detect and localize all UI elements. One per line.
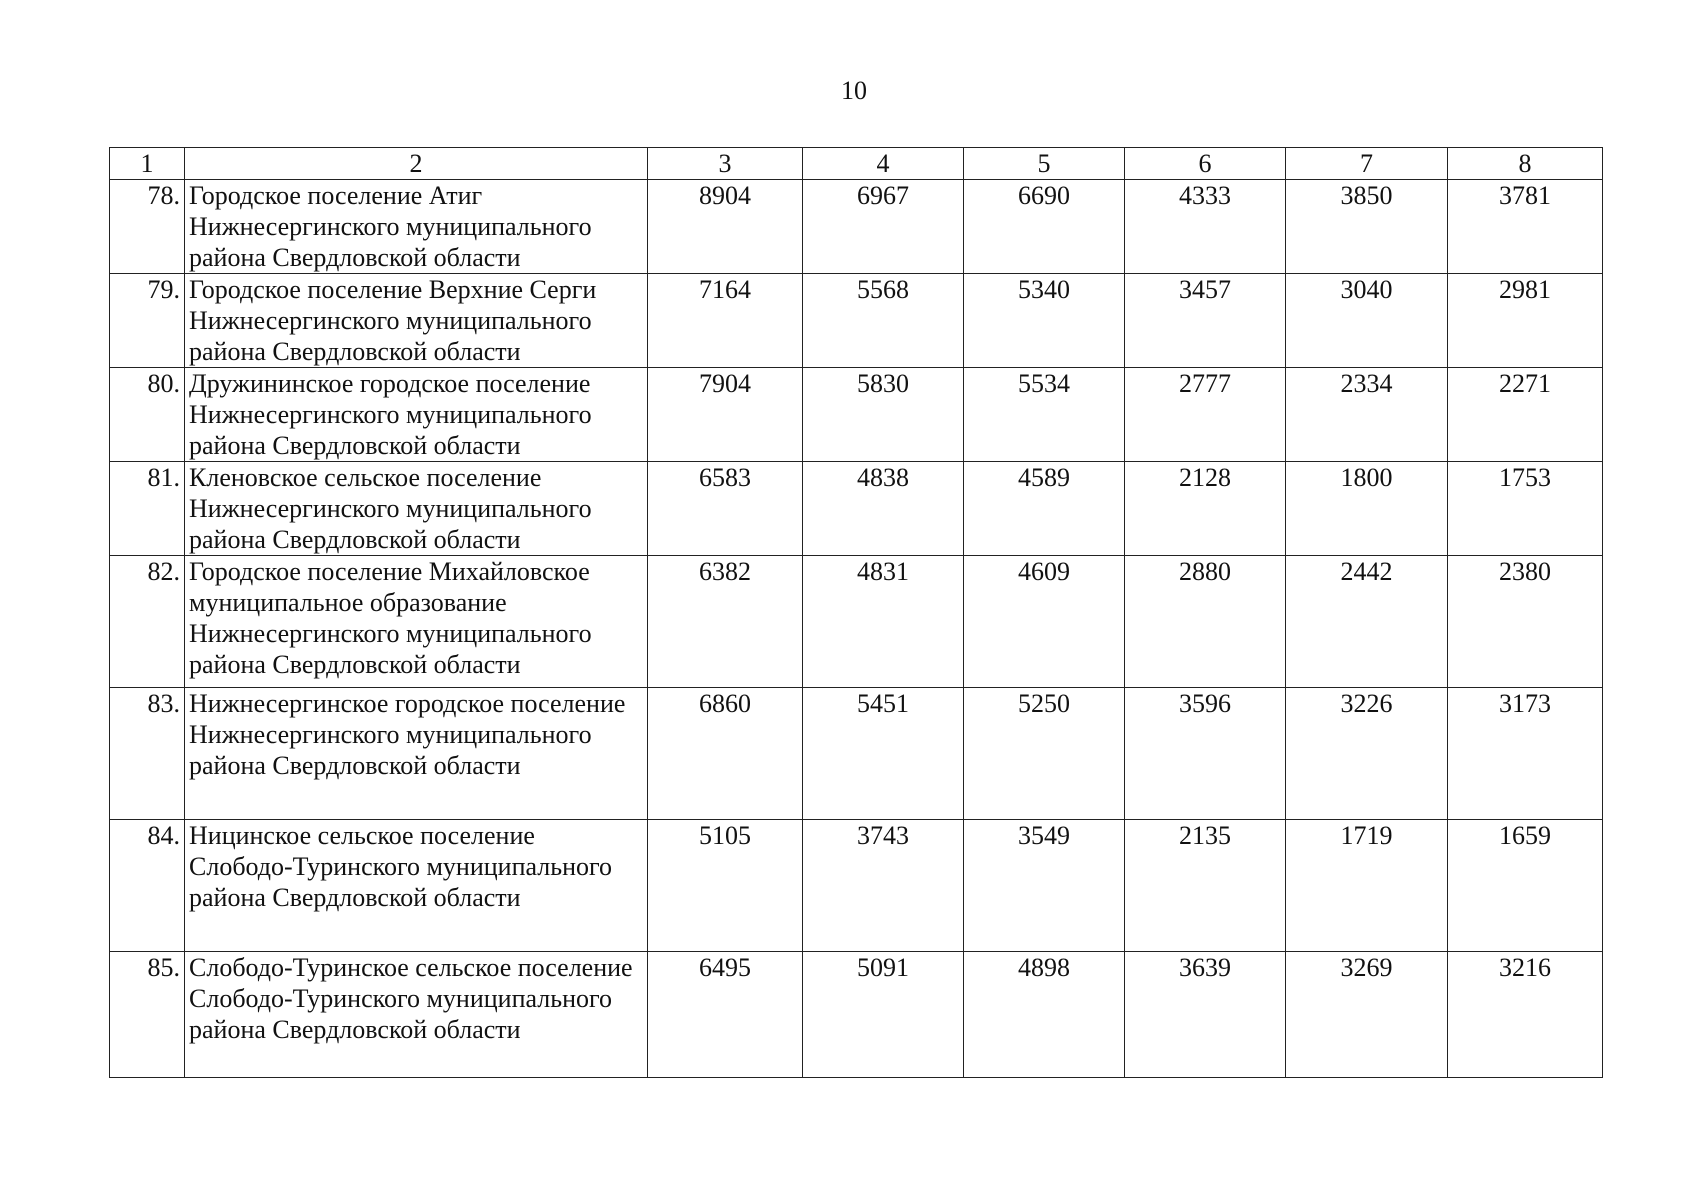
table-cell: 3781 <box>1448 180 1603 274</box>
table-cell: 6583 <box>648 462 803 556</box>
table-cell: 3173 <box>1448 688 1603 820</box>
table-cell: 2442 <box>1286 556 1448 688</box>
table-cell: 1659 <box>1448 820 1603 952</box>
table-cell: 5091 <box>803 952 964 1078</box>
table-cell: 4333 <box>1125 180 1286 274</box>
row-number: 85. <box>110 952 185 1078</box>
table-cell: 4609 <box>964 556 1125 688</box>
table-row <box>110 180 1603 274</box>
table-row <box>110 274 1603 368</box>
table-cell: 5340 <box>964 274 1125 368</box>
table-cell: 5250 <box>964 688 1125 820</box>
table-cell: 4831 <box>803 556 964 688</box>
table-cell: 4589 <box>964 462 1125 556</box>
table-cell: 3743 <box>803 820 964 952</box>
table-row <box>110 556 1603 688</box>
table-cell: 5830 <box>803 368 964 462</box>
table-row <box>110 952 1603 1078</box>
row-number: 81. <box>110 462 185 556</box>
table-cell: 7904 <box>648 368 803 462</box>
table-cell: 1800 <box>1286 462 1448 556</box>
table-cell: 2334 <box>1286 368 1448 462</box>
row-number: 79. <box>110 274 185 368</box>
table-cell: 5451 <box>803 688 964 820</box>
table-row <box>110 820 1603 952</box>
row-number: 83. <box>110 688 185 820</box>
table-row <box>110 368 1603 462</box>
row-number: 82. <box>110 556 185 688</box>
table-cell: 4838 <box>803 462 964 556</box>
table-cell: 1753 <box>1448 462 1603 556</box>
table-cell: 3216 <box>1448 952 1603 1078</box>
table-cell: 3596 <box>1125 688 1286 820</box>
table-cell: 2128 <box>1125 462 1286 556</box>
table-cell: 3639 <box>1125 952 1286 1078</box>
column-header: 6 <box>1125 148 1286 180</box>
table-cell: 5568 <box>803 274 964 368</box>
column-header: 2 <box>185 148 648 180</box>
table-cell: 2271 <box>1448 368 1603 462</box>
table-cell: 6382 <box>648 556 803 688</box>
row-number: 78. <box>110 180 185 274</box>
table-row <box>110 688 1603 820</box>
table-cell: 3226 <box>1286 688 1448 820</box>
table-cell: 2981 <box>1448 274 1603 368</box>
table-cell: 3549 <box>964 820 1125 952</box>
settlement-name: Кленовское сельское поселение Нижнесергинского муниципального района Свердловской области <box>185 462 648 556</box>
column-header: 3 <box>648 148 803 180</box>
column-header: 8 <box>1448 148 1603 180</box>
table-cell: 4898 <box>964 952 1125 1078</box>
table-cell: 6690 <box>964 180 1125 274</box>
table-cell: 7164 <box>648 274 803 368</box>
table-cell: 2135 <box>1125 820 1286 952</box>
table-cell: 6860 <box>648 688 803 820</box>
table-cell: 6495 <box>648 952 803 1078</box>
row-number: 80. <box>110 368 185 462</box>
table-cell: 6967 <box>803 180 964 274</box>
settlement-name: Ницинское сельское поселение Слободо-Туринского муниципального района Свердловской области <box>185 820 648 952</box>
column-header: 1 <box>110 148 185 180</box>
column-header: 5 <box>964 148 1125 180</box>
settlement-name: Дружининское городское поселение Нижнесергинского муниципального района Свердловской области <box>185 368 648 462</box>
header-row <box>110 148 1603 180</box>
settlement-name: Городское поселение Атиг Нижнесергинского муниципального района Свердловской области <box>185 180 648 274</box>
column-header: 7 <box>1286 148 1448 180</box>
column-header: 4 <box>803 148 964 180</box>
table-row <box>110 462 1603 556</box>
table-cell: 2880 <box>1125 556 1286 688</box>
settlement-name: Городское поселение Верхние Серги Нижнесергинского муниципального района Свердловской области <box>185 274 648 368</box>
table-cell: 2380 <box>1448 556 1603 688</box>
table-cell: 5105 <box>648 820 803 952</box>
data-table <box>109 147 1603 1078</box>
table-cell: 3850 <box>1286 180 1448 274</box>
table-cell: 2777 <box>1125 368 1286 462</box>
settlement-name: Нижнесергинское городское поселение Нижнесергинского муниципального района Свердловской области <box>185 688 648 820</box>
table-cell: 8904 <box>648 180 803 274</box>
settlement-name: Слободо-Туринское сельское поселение Слободо-Туринского муниципального района Свердловской области <box>185 952 648 1078</box>
row-number: 84. <box>110 820 185 952</box>
table-cell: 3040 <box>1286 274 1448 368</box>
settlement-name: Городское поселение Михайловское муниципальное образование Нижнесергинского муниципального района Свердловской области <box>185 556 648 688</box>
page-number: 10 <box>841 76 867 105</box>
table-cell: 3269 <box>1286 952 1448 1078</box>
table-cell: 1719 <box>1286 820 1448 952</box>
table-cell: 3457 <box>1125 274 1286 368</box>
table-cell: 5534 <box>964 368 1125 462</box>
